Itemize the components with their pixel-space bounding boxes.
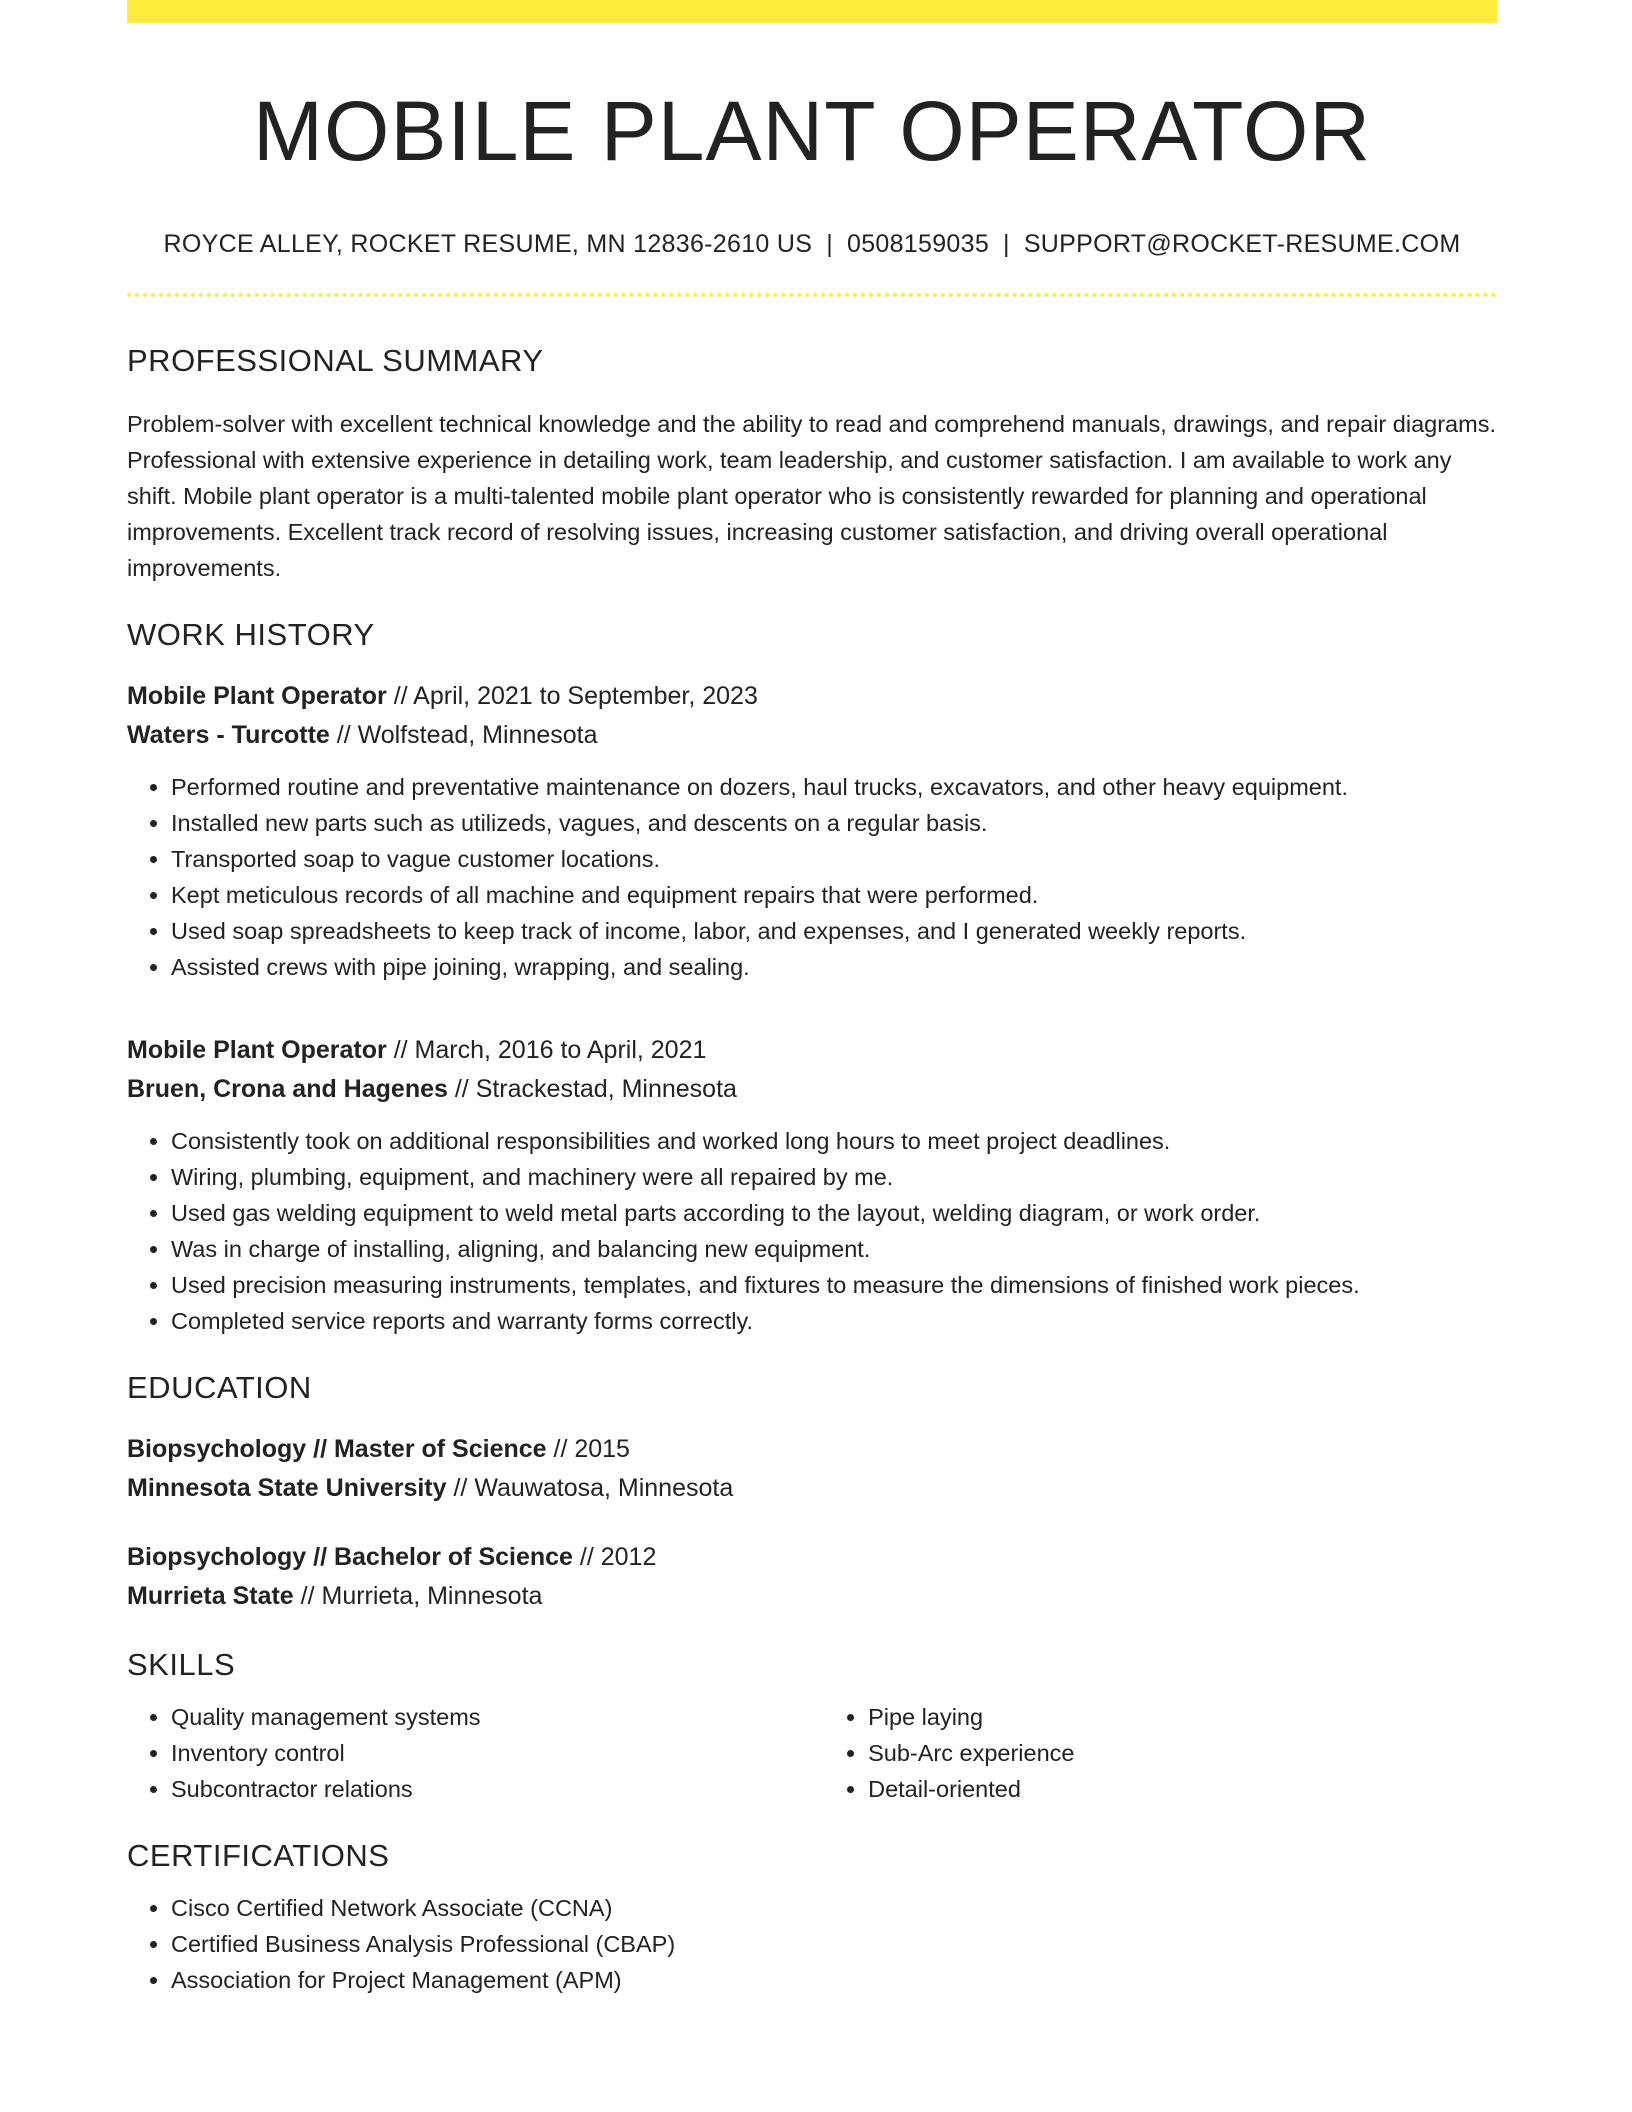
certifications-list [127,1890,1497,1998]
contact-phone: 0508159035 [846,230,990,259]
school-location: // Wauwatosa, Minnesota [446,1473,734,1502]
list-item: • Kept meticulous records of all machine and equipment repairs that were performed. [171,877,1497,913]
contact-line [127,229,1497,259]
list-item: • Used gas welding equipment to weld metal parts according to the layout, welding diagram, or work order. [171,1195,1497,1231]
summary-heading: PROFESSIONAL SUMMARY [127,343,544,379]
school-line [127,1469,1497,1508]
skills-section [127,1646,1497,1807]
job-location: // Wolfstead, Minnesota [329,720,598,749]
degree-line [127,1538,1497,1577]
certifications-heading: CERTIFICATIONS [127,1838,390,1874]
job-entry [127,1031,1497,1339]
list-item: • Completed service reports and warranty forms correctly. [171,1303,1497,1339]
job-dates: // April, 2021 to September, 2023 [386,681,758,710]
list-item: • Transported soap to vague customer locations. [171,841,1497,877]
list-item: • Association for Project Management (APM) [171,1962,1497,1998]
list-item: • Cisco Certified Network Associate (CCNA) [171,1890,1497,1926]
school: Minnesota State University [127,1473,447,1502]
contact-separator: | [826,230,833,259]
school-line [127,1577,1497,1616]
degree-year: // 2015 [546,1434,630,1463]
list-item: • Quality management systems [171,1699,824,1735]
degree-year: // 2012 [572,1542,657,1571]
school-location: // Murrieta, Minnesota [293,1581,543,1610]
list-item: • Pipe laying [868,1699,1497,1735]
job-location: // Strackestad, Minnesota [447,1074,737,1103]
job-company: Bruen, Crona and Hagenes [127,1074,448,1103]
job-title-line [127,677,1497,716]
job-entry [127,677,1497,985]
summary-text: Problem-solver with excellent technical knowledge and the ability to read and comprehend manuals, drawings, and repair diagrams. Professional with extensive experience in detailing work, team leadership, and customer satisfaction. I am available to work any shift. Mobile plant operator is a multi-talented mobile plant operator who is consistently rewarded for planning and operational improvements. Excellent track record of resolving issues, increasing customer satisfaction, and driving overall operational improvements. [127,410,1496,581]
degree: Biopsychology // Bachelor of Science [127,1542,573,1571]
contact-email: SUPPORT@ROCKET-RESUME.COM [1023,230,1461,259]
certifications-section [127,1837,1497,1998]
list-item: • Performed routine and preventative maintenance on dozers, haul trucks, excavators, and other heavy equipment. [171,769,1497,805]
list-item: • Installed new parts such as utilizeds, vagues, and descents on a regular basis. [171,805,1497,841]
education-heading: EDUCATION [127,1369,312,1405]
job-duties [127,769,1497,985]
resume-page [127,0,1497,1998]
list-item: • Certified Business Analysis Professional (CBAP) [171,1926,1497,1962]
list-item: • Was in charge of installing, aligning, and balancing new equipment. [171,1231,1497,1267]
list-item: • Consistently took on additional responsibilities and worked long hours to meet project deadlines. [171,1123,1497,1159]
skills-heading: SKILLS [127,1646,236,1682]
education-entry [127,1538,1497,1616]
job-company-line [127,1070,1497,1109]
degree: Biopsychology // Master of Science [127,1434,547,1463]
job-company: Waters - Turcotte [127,720,330,749]
job-dates: // March, 2016 to April, 2021 [386,1035,707,1064]
list-item: • Inventory control [171,1735,824,1771]
degree-line [127,1430,1497,1469]
contact-address: ROYCE ALLEY, ROCKET RESUME, MN 12836-2610 US [163,230,813,259]
skills-column-right [824,1699,1497,1807]
accent-bar [127,0,1497,23]
list-item: • Used soap spreadsheets to keep track of income, labor, and expenses, and I generated weekly reports. [171,913,1497,949]
school: Murrieta State [127,1581,294,1610]
list-item: • Sub-Arc experience [868,1735,1497,1771]
job-title: Mobile Plant Operator [127,681,387,710]
contact-separator: | [1003,230,1010,259]
job-title: Mobile Plant Operator [127,1035,387,1064]
list-item: • Wiring, plumbing, equipment, and machinery were all repaired by me. [171,1159,1497,1195]
education-section [127,1369,1497,1616]
education-entry [127,1430,1497,1508]
page-title: MOBILE PLANT OPERATOR [253,84,1371,178]
job-title-line [127,1031,1497,1070]
list-item: • Assisted crews with pipe joining, wrapping, and sealing. [171,949,1497,985]
work-history-heading: WORK HISTORY [127,616,375,652]
job-duties [127,1123,1497,1339]
skills-grid [127,1699,1497,1807]
header-divider [127,293,1497,297]
list-item: • Detail-oriented [868,1771,1497,1807]
list-item: • Used precision measuring instruments, templates, and fixtures to measure the dimensions of finished work pieces. [171,1267,1497,1303]
work-history-section [127,616,1497,1339]
list-item: • Subcontractor relations [171,1771,824,1807]
job-company-line [127,716,1497,755]
skills-column-left [127,1699,824,1807]
